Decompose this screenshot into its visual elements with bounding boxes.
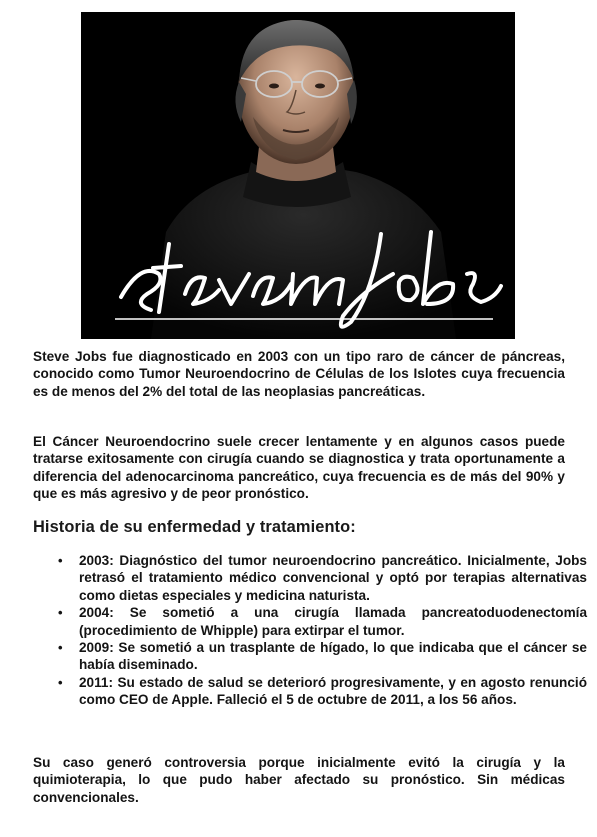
timeline-item-2009: • 2009: Se sometió a un trasplante de hígado, lo que indicaba que el cáncer se había diseminado.	[79, 639, 587, 674]
timeline-item-2011: • 2011: Su estado de salud se deterioró progresivamente, y en agosto renunció como CEO de Apple. Falleció el 5 de octubre de 2011, a los 56 años.	[79, 674, 587, 709]
timeline-item-2003: • 2003: Diagnóstico del tumor neuroendocrino pancreático. Inicialmente, Jobs retrasó el tratamiento médico convencional y optó por terapias alternativas como dietas especiales y medicina naturista.	[79, 552, 587, 604]
conclusion-paragraph: Su caso generó controversia porque inicialmente evitó la cirugía y la quimioterapia, lo que pudo haber afectado su pronóstico. Sin médicas convencionales.	[33, 755, 565, 805]
portrait-illustration	[81, 12, 515, 339]
history-heading: Historia de su enfermedad y tratamiento:	[33, 518, 356, 536]
timeline-item-2004: • 2004: Se sometió a una cirugía llamada pancreatoduodenectomía (procedimiento de Whipple) para extirpar el tumor.	[79, 604, 587, 639]
intro-paragraph: Steve Jobs fue diagnosticado en 2003 con un tipo raro de cáncer de páncreas, conocido como Tumor Neuroendocrino de Células de los Islotes cuya frecuencia es de menos del 2% del total de las neoplasias pancreáticas.	[33, 349, 565, 399]
steve-jobs-photo	[81, 12, 515, 339]
cancer-info-paragraph: El Cáncer Neuroendocrino suele crecer lentamente y en algunos casos puede tratarse exitosamente con cirugía cuando se diagnostica y trata oportunamente a diferencia del adenocarcinoma pancreático, cuya frecuencia es de más del 90% y que es más agresivo y de peor pronóstico.	[33, 434, 565, 502]
timeline-list	[57, 552, 587, 709]
